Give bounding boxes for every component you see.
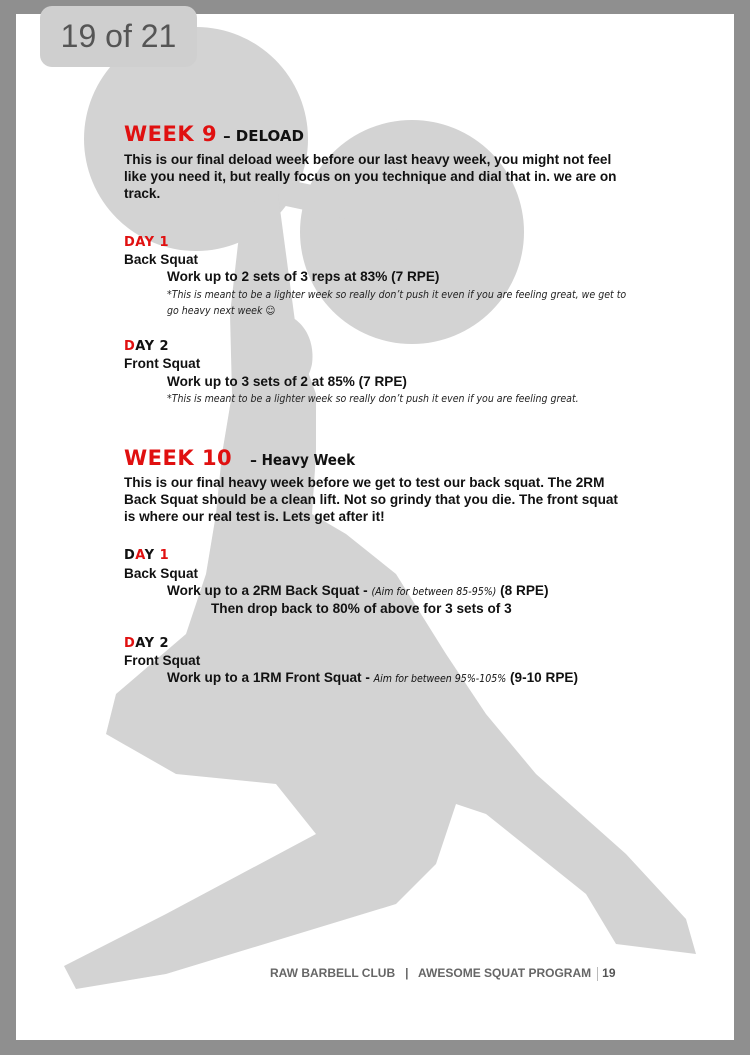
week10-day2-set: [167, 670, 578, 685]
footer-text: RAW BARBELL CLUB | AWESOME SQUAT PROGRAM: [270, 966, 592, 980]
week9-subtitle: – DELOAD: [223, 127, 304, 145]
week9-day2-note: *This is meant to be a lighter week so really don’t push it even if you are feeling great.: [167, 393, 579, 405]
footer-divider: [597, 967, 598, 981]
page-footer: [270, 966, 616, 981]
week10-day2-set-note: Aim for between 95%-105%: [373, 673, 507, 685]
week10-day1-set-note: (Aim for between 85-95%): [371, 586, 497, 598]
week10-description: This is our final heavy week before we get to test our back squat. The 2RM Back Squat should be a clean lift. Not so grindy that you die. The front squat is where our real test is. Lets get after it!: [124, 475, 618, 524]
week9-day1-exercise: Back Squat: [124, 252, 199, 267]
week10-day1-label-num: 1: [159, 548, 170, 563]
week9-day2-exercise: Front Squat: [124, 356, 201, 371]
week10-day2-label-rest: AY 2: [135, 636, 170, 651]
week10-heading: [124, 446, 355, 470]
week10-day1-label-y: Y: [144, 548, 155, 563]
week9-heading: [124, 122, 304, 146]
week10-day1-label: [124, 548, 169, 563]
week9-day2-set: Work up to 3 sets of 2 at 85% (7 RPE): [167, 374, 407, 389]
week9-title: WEEK 9: [124, 122, 218, 146]
week10-day2-exercise: Front Squat: [124, 653, 201, 668]
week10-day1-set-rpe: (8 RPE): [500, 583, 549, 598]
week10-day1-set-main: Work up to a 2RM Back Squat -: [167, 583, 368, 598]
footer-page-number: 19: [602, 966, 616, 980]
week10-day1-drop: Then drop back to 80% of above for 3 sets of 3: [211, 601, 512, 616]
week9-day2-label-d: D: [124, 339, 136, 354]
week10-day2-set-rpe: (9-10 RPE): [510, 670, 578, 685]
week10-day1-label-a: A: [135, 548, 145, 563]
week10-day2-set-main: Work up to a 1RM Front Squat -: [167, 670, 370, 685]
week10-title: WEEK 10: [124, 446, 233, 470]
week10-subtitle: – Heavy Week: [250, 451, 356, 469]
week10-day1-exercise: Back Squat: [124, 566, 199, 581]
week10-day2-label-d: D: [124, 636, 136, 651]
week10-day1-label-d: D: [124, 548, 136, 563]
page-counter-badge: 19 of 21: [40, 6, 197, 67]
week10-day2-label: [124, 636, 169, 651]
week9-description: This is our final deload week before our last heavy week, you might not feel like you need it, but really focus on you technique and dial that in. we are on track.: [124, 152, 617, 201]
week9-day1-set: Work up to 2 sets of 3 reps at 83% (7 RPE): [167, 269, 440, 284]
week9-day1-note: *This is meant to be a lighter week so really don’t push it even if you are feeling great, we get to go heavy next week ☺: [167, 289, 627, 317]
week9-day2-label-rest: AY 2: [135, 339, 170, 354]
week9-day2-label: [124, 339, 169, 354]
week10-day1-set: [167, 583, 549, 598]
week9-day1-label: DAY 1: [124, 235, 170, 250]
